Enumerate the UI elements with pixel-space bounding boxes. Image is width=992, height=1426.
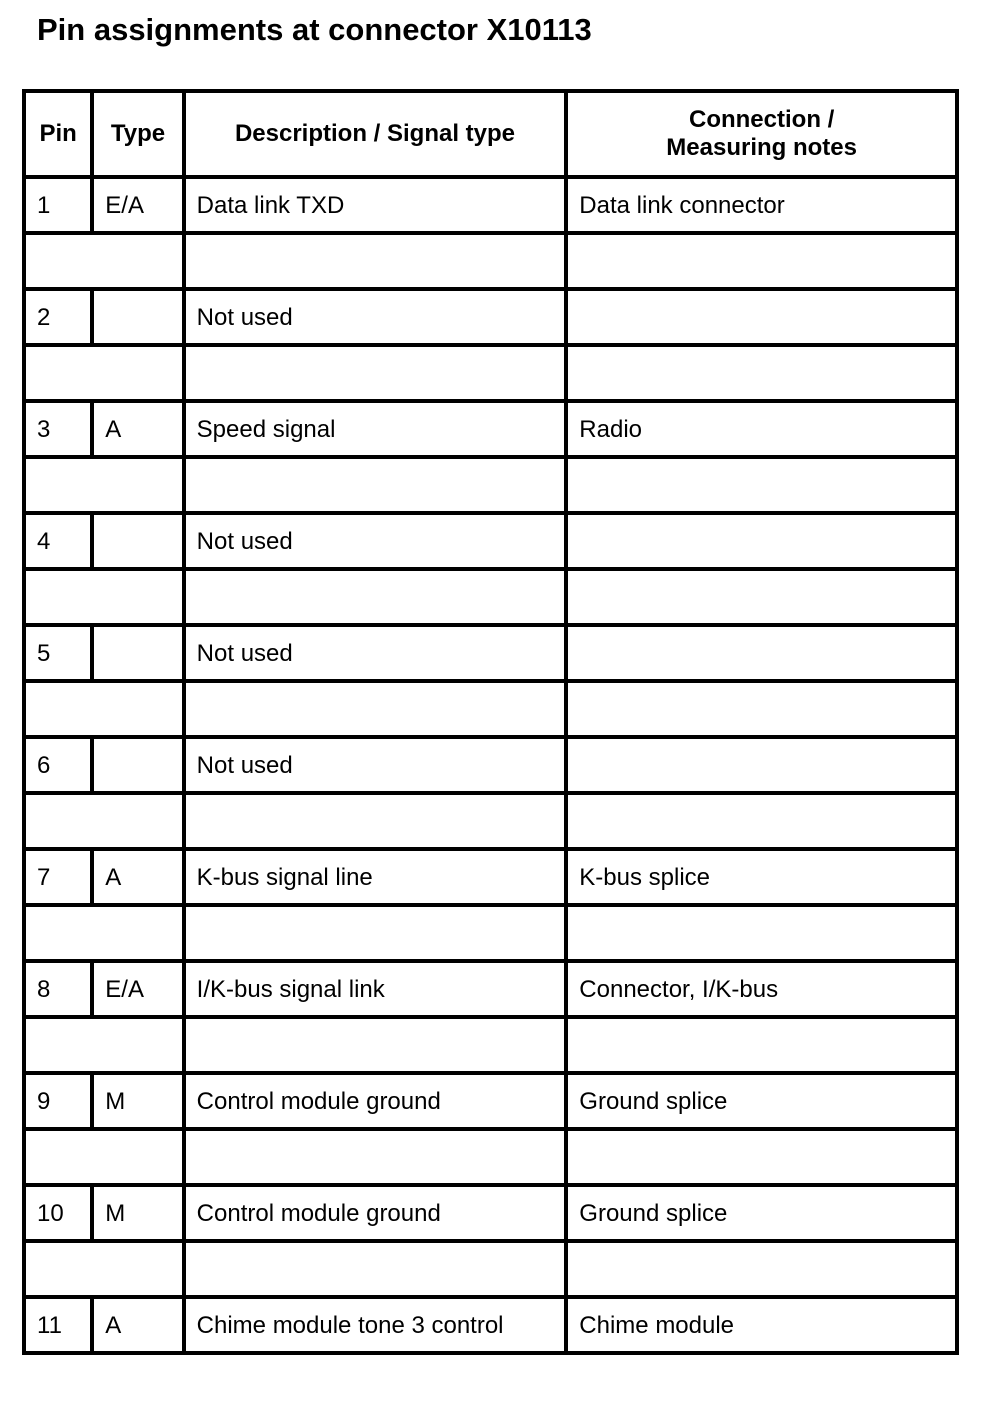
cell-pin: 1 bbox=[24, 177, 92, 233]
spacer-cell bbox=[184, 1129, 567, 1185]
table-header-row bbox=[24, 91, 957, 177]
spacer-cell bbox=[24, 1017, 184, 1073]
cell-description: Chime module tone 3 control bbox=[184, 1297, 567, 1353]
spacer-cell bbox=[24, 233, 184, 289]
cell-description: K-bus signal line bbox=[184, 849, 567, 905]
spacer-cell bbox=[184, 1017, 567, 1073]
spacer-cell bbox=[566, 793, 957, 849]
cell-type: M bbox=[92, 1185, 183, 1241]
cell-connection bbox=[566, 513, 957, 569]
spacer-row bbox=[24, 457, 957, 513]
spacer-cell bbox=[184, 905, 567, 961]
cell-connection: K-bus splice bbox=[566, 849, 957, 905]
spacer-cell bbox=[566, 681, 957, 737]
spacer-cell bbox=[24, 345, 184, 401]
spacer-cell bbox=[184, 345, 567, 401]
spacer-cell bbox=[566, 1017, 957, 1073]
cell-description: Data link TXD bbox=[184, 177, 567, 233]
cell-pin: 6 bbox=[24, 737, 92, 793]
cell-pin: 5 bbox=[24, 625, 92, 681]
header-description: Description / Signal type bbox=[184, 91, 567, 177]
spacer-cell bbox=[24, 569, 184, 625]
cell-pin: 8 bbox=[24, 961, 92, 1017]
table-row bbox=[24, 737, 957, 793]
spacer-cell bbox=[566, 345, 957, 401]
table-row bbox=[24, 289, 957, 345]
cell-connection: Ground splice bbox=[566, 1185, 957, 1241]
cell-connection bbox=[566, 737, 957, 793]
table-row bbox=[24, 1185, 957, 1241]
spacer-cell bbox=[566, 233, 957, 289]
cell-type: E/A bbox=[92, 961, 183, 1017]
table-row bbox=[24, 401, 957, 457]
cell-pin: 10 bbox=[24, 1185, 92, 1241]
cell-type bbox=[92, 737, 183, 793]
cell-description: Not used bbox=[184, 289, 567, 345]
spacer-row bbox=[24, 345, 957, 401]
cell-pin: 4 bbox=[24, 513, 92, 569]
cell-type: E/A bbox=[92, 177, 183, 233]
table-row bbox=[24, 961, 957, 1017]
spacer-cell bbox=[24, 793, 184, 849]
cell-connection: Ground splice bbox=[566, 1073, 957, 1129]
spacer-row bbox=[24, 681, 957, 737]
cell-type bbox=[92, 289, 183, 345]
cell-connection bbox=[566, 289, 957, 345]
cell-connection: Radio bbox=[566, 401, 957, 457]
header-connection bbox=[566, 91, 957, 177]
cell-pin: 11 bbox=[24, 1297, 92, 1353]
cell-type: A bbox=[92, 401, 183, 457]
spacer-row bbox=[24, 1129, 957, 1185]
table-row bbox=[24, 849, 957, 905]
cell-pin: 2 bbox=[24, 289, 92, 345]
cell-type bbox=[92, 625, 183, 681]
pin-assignment-table bbox=[22, 89, 959, 1355]
cell-type: M bbox=[92, 1073, 183, 1129]
spacer-cell bbox=[184, 457, 567, 513]
cell-description: Speed signal bbox=[184, 401, 567, 457]
cell-description: Control module ground bbox=[184, 1073, 567, 1129]
header-connection-line2: Measuring notes bbox=[666, 134, 857, 161]
cell-connection bbox=[566, 625, 957, 681]
page-title: Pin assignments at connector X10113 bbox=[37, 12, 592, 47]
spacer-cell bbox=[566, 1129, 957, 1185]
cell-description: Not used bbox=[184, 737, 567, 793]
spacer-row bbox=[24, 233, 957, 289]
table-row bbox=[24, 1073, 957, 1129]
table-row bbox=[24, 625, 957, 681]
spacer-row bbox=[24, 793, 957, 849]
spacer-cell bbox=[566, 905, 957, 961]
cell-description: I/K-bus signal link bbox=[184, 961, 567, 1017]
cell-description: Control module ground bbox=[184, 1185, 567, 1241]
cell-pin: 9 bbox=[24, 1073, 92, 1129]
spacer-cell bbox=[24, 1241, 184, 1297]
cell-type: A bbox=[92, 1297, 183, 1353]
spacer-cell bbox=[566, 569, 957, 625]
spacer-cell bbox=[24, 1129, 184, 1185]
cell-type bbox=[92, 513, 183, 569]
table-row bbox=[24, 1297, 957, 1353]
table-row bbox=[24, 177, 957, 233]
spacer-row bbox=[24, 1017, 957, 1073]
cell-type: A bbox=[92, 849, 183, 905]
spacer-cell bbox=[184, 793, 567, 849]
spacer-row bbox=[24, 569, 957, 625]
cell-connection: Chime module bbox=[566, 1297, 957, 1353]
spacer-cell bbox=[24, 905, 184, 961]
spacer-cell bbox=[566, 457, 957, 513]
header-type: Type bbox=[92, 91, 183, 177]
spacer-row bbox=[24, 1241, 957, 1297]
spacer-cell bbox=[184, 1241, 567, 1297]
table-row bbox=[24, 513, 957, 569]
cell-pin: 7 bbox=[24, 849, 92, 905]
cell-description: Not used bbox=[184, 625, 567, 681]
spacer-cell bbox=[24, 457, 184, 513]
spacer-row bbox=[24, 905, 957, 961]
cell-connection: Connector, I/K-bus bbox=[566, 961, 957, 1017]
spacer-cell bbox=[566, 1241, 957, 1297]
header-connection-line1: Connection / bbox=[688, 106, 835, 133]
spacer-cell bbox=[184, 681, 567, 737]
header-pin: Pin bbox=[24, 91, 92, 177]
cell-pin: 3 bbox=[24, 401, 92, 457]
cell-connection: Data link connector bbox=[566, 177, 957, 233]
cell-description: Not used bbox=[184, 513, 567, 569]
spacer-cell bbox=[184, 569, 567, 625]
spacer-cell bbox=[184, 233, 567, 289]
spacer-cell bbox=[24, 681, 184, 737]
